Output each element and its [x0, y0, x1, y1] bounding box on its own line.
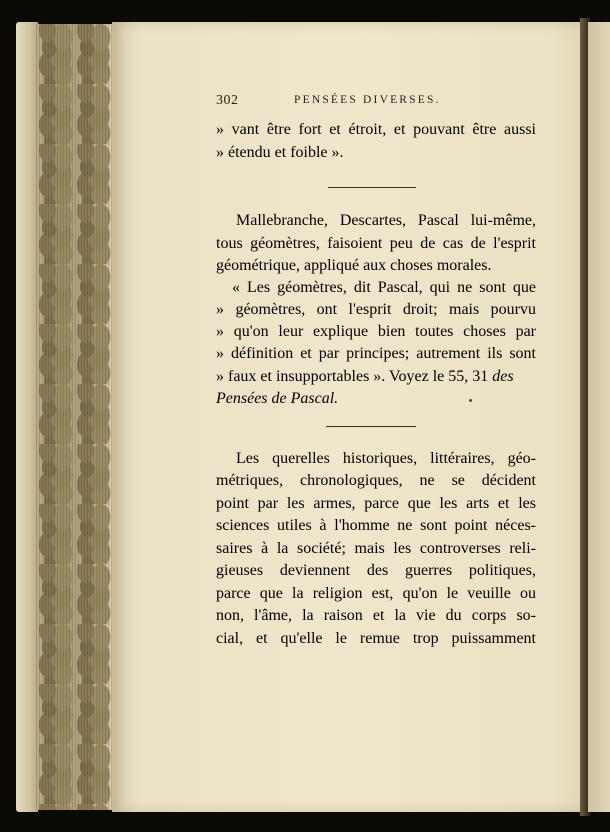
text-line: sciences utiles à l'homme ne sont point néces- [216, 517, 536, 534]
italic-span: des [492, 368, 514, 385]
text-line: métriques, chronologiques, ne se décident [216, 472, 536, 489]
page-edges [16, 22, 38, 812]
text-line: non, l'âme, la raison et la vie du corps so- [216, 607, 536, 624]
text-line: géométrique, appliqué aux choses morales. [216, 257, 492, 274]
text-line [216, 367, 536, 387]
facing-page-edge [588, 22, 610, 812]
text-line: » définition et par principes; autrement ils sont [216, 345, 536, 362]
text-line: Mallebranche, Descartes, Pascal lui-même, [236, 212, 536, 229]
book-page [112, 22, 586, 812]
text-line: cial, et qu'elle le remue trop puissamment [216, 630, 536, 647]
text-line: tous géomètres, faisoient peu de cas de l'esprit [216, 235, 536, 252]
text-line: Les querelles historiques, littéraires, géo- [236, 450, 536, 467]
marbled-fore-edge [36, 24, 112, 810]
text-line: saires à la société; mais les controverses reli- [216, 540, 536, 557]
page-number: 302 [216, 93, 239, 108]
text-line: » étendu et foible ». [216, 144, 344, 161]
text-line: point par les armes, parce que les arts et les [216, 495, 536, 512]
ink-speck [469, 399, 472, 402]
text-span: » faux et insupportables ». Voyez le 55, 31 [216, 368, 493, 385]
text-line: Pensées de Pascal. [216, 390, 339, 407]
section-rule [326, 426, 416, 427]
text-line: » vant être fort et étroit, et pouvant être aussi [216, 121, 536, 138]
running-title: PENSÉES DIVERSES. [294, 94, 441, 106]
text-line: parce que la religion est, qu'on le veuille ou [216, 585, 536, 602]
text-line: gieuses deviennent des guerres politiques, [216, 562, 536, 579]
text-line: » qu'on leur explique bien toutes choses par [216, 323, 536, 340]
text-line: « Les géomètres, dit Pascal, qui ne sont que [232, 279, 536, 296]
text-line: » géomètres, ont l'esprit droit; mais pourvu [216, 301, 536, 318]
section-rule [328, 187, 416, 188]
